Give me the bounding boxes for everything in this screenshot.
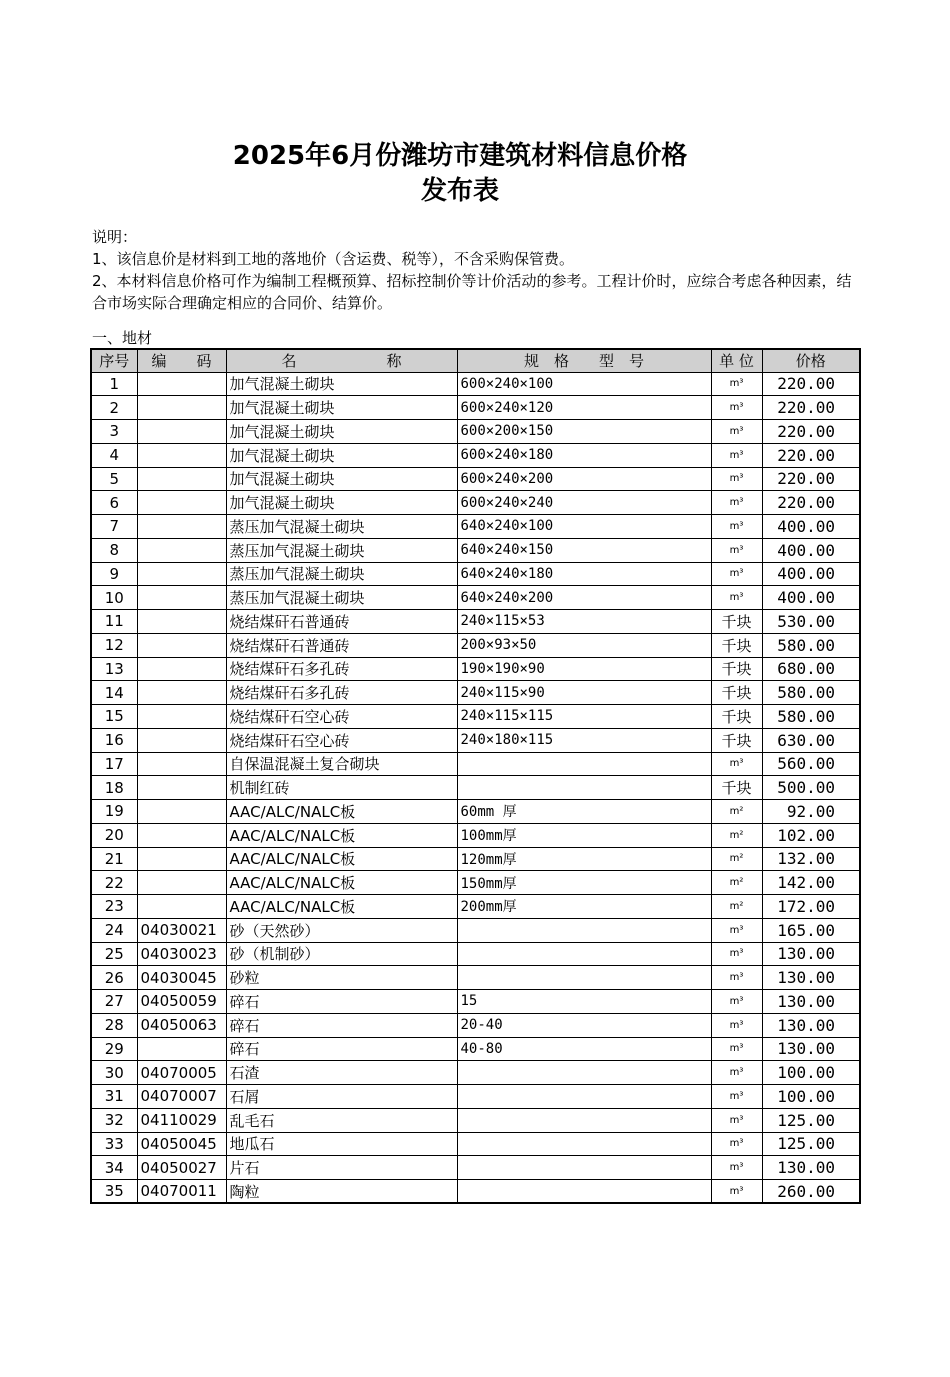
- material-code: 04050045: [137, 1132, 226, 1156]
- material-unit: m²: [711, 800, 762, 824]
- material-name: 加气混凝土砌块: [226, 443, 457, 467]
- material-name: 自保温混凝土复合砌块: [226, 752, 457, 776]
- material-code: 04050063: [137, 1013, 226, 1037]
- material-price: 400.00: [762, 515, 860, 539]
- material-name: AAC/ALC/NALC板: [226, 800, 457, 824]
- material-code: 04070005: [137, 1061, 226, 1085]
- table-row: [91, 681, 860, 705]
- material-code: [137, 420, 226, 444]
- material-unit: m³: [711, 942, 762, 966]
- table-row: [91, 586, 860, 610]
- material-spec: 600×240×240: [457, 491, 711, 515]
- material-spec: [457, 1061, 711, 1085]
- table-row: [91, 800, 860, 824]
- material-price: 132.00: [762, 847, 860, 871]
- table-header-row: [91, 349, 860, 372]
- material-name: 蒸压加气混凝土砌块: [226, 586, 457, 610]
- material-spec: 240×115×53: [457, 610, 711, 634]
- row-number: 27: [91, 990, 137, 1014]
- row-number: 16: [91, 728, 137, 752]
- material-spec: 100mm厚: [457, 823, 711, 847]
- material-price: 220.00: [762, 420, 860, 444]
- table-row: [91, 776, 860, 800]
- material-name: AAC/ALC/NALC板: [226, 895, 457, 919]
- material-spec: 600×240×100: [457, 372, 711, 396]
- material-name: 烧结煤矸石多孔砖: [226, 657, 457, 681]
- material-price: 100.00: [762, 1061, 860, 1085]
- material-unit: m³: [711, 515, 762, 539]
- material-code: [137, 847, 226, 871]
- table-row: [91, 918, 860, 942]
- material-price: 100.00: [762, 1085, 860, 1109]
- material-spec: 240×115×90: [457, 681, 711, 705]
- material-spec: 40-80: [457, 1037, 711, 1061]
- table-row: [91, 610, 860, 634]
- material-name: 烧结煤矸石空心砖: [226, 728, 457, 752]
- material-code: [137, 752, 226, 776]
- material-code: [137, 800, 226, 824]
- header-name: 名 称: [226, 349, 457, 372]
- material-name: 碎石: [226, 1037, 457, 1061]
- price-table: [90, 348, 861, 1204]
- material-unit: m³: [711, 538, 762, 562]
- material-price: 500.00: [762, 776, 860, 800]
- table-row: [91, 657, 860, 681]
- material-code: 04070011: [137, 1180, 226, 1204]
- material-unit: m³: [711, 372, 762, 396]
- material-unit: m³: [711, 467, 762, 491]
- row-number: 18: [91, 776, 137, 800]
- table-row: [91, 1180, 860, 1204]
- material-price: 220.00: [762, 396, 860, 420]
- material-price: 102.00: [762, 823, 860, 847]
- material-price: 92.00: [762, 800, 860, 824]
- material-spec: 640×240×200: [457, 586, 711, 610]
- material-unit: m³: [711, 1108, 762, 1132]
- material-name: 烧结煤矸石普通砖: [226, 633, 457, 657]
- table-row: [91, 467, 860, 491]
- material-price: 530.00: [762, 610, 860, 634]
- material-unit: 千块: [711, 657, 762, 681]
- material-unit: 千块: [711, 776, 762, 800]
- material-price: 680.00: [762, 657, 860, 681]
- row-number: 4: [91, 443, 137, 467]
- material-price: 165.00: [762, 918, 860, 942]
- table-row: [91, 538, 860, 562]
- row-number: 13: [91, 657, 137, 681]
- row-number: 15: [91, 705, 137, 729]
- row-number: 31: [91, 1085, 137, 1109]
- table-row: [91, 1037, 860, 1061]
- material-price: 125.00: [762, 1132, 860, 1156]
- row-number: 3: [91, 420, 137, 444]
- table-row: [91, 752, 860, 776]
- material-unit: 千块: [711, 728, 762, 752]
- material-price: 130.00: [762, 1037, 860, 1061]
- material-unit: m³: [711, 396, 762, 420]
- material-unit: m³: [711, 1180, 762, 1204]
- row-number: 23: [91, 895, 137, 919]
- material-spec: 190×190×90: [457, 657, 711, 681]
- material-name: 机制红砖: [226, 776, 457, 800]
- table-row: [91, 966, 860, 990]
- row-number: 34: [91, 1156, 137, 1180]
- material-unit: m²: [711, 895, 762, 919]
- table-row: [91, 895, 860, 919]
- page-subtitle: 发布表: [420, 176, 499, 206]
- table-row: [91, 562, 860, 586]
- page-title: 2025年6月份潍坊市建筑材料信息价格: [232, 141, 688, 171]
- material-name: 加气混凝土砌块: [226, 372, 457, 396]
- material-spec: [457, 918, 711, 942]
- material-unit: m²: [711, 847, 762, 871]
- table-row: [91, 990, 860, 1014]
- material-code: [137, 610, 226, 634]
- material-spec: [457, 966, 711, 990]
- material-spec: [457, 1180, 711, 1204]
- material-code: 04050059: [137, 990, 226, 1014]
- header-spec: 规 格 型 号: [457, 349, 711, 372]
- row-number: 29: [91, 1037, 137, 1061]
- row-number: 14: [91, 681, 137, 705]
- material-unit: m³: [711, 420, 762, 444]
- material-spec: 640×240×100: [457, 515, 711, 539]
- row-number: 10: [91, 586, 137, 610]
- notes-block: [92, 226, 852, 314]
- material-name: AAC/ALC/NALC板: [226, 847, 457, 871]
- material-spec: [457, 752, 711, 776]
- notes-heading: 说明：: [92, 228, 138, 246]
- material-spec: [457, 776, 711, 800]
- material-price: 172.00: [762, 895, 860, 919]
- material-unit: m²: [711, 823, 762, 847]
- material-spec: 120mm厚: [457, 847, 711, 871]
- table-row: [91, 871, 860, 895]
- material-name: 砂粒: [226, 966, 457, 990]
- row-number: 5: [91, 467, 137, 491]
- row-number: 8: [91, 538, 137, 562]
- table-row: [91, 515, 860, 539]
- header-price: 价格: [762, 349, 860, 372]
- material-unit: m²: [711, 871, 762, 895]
- material-price: 220.00: [762, 443, 860, 467]
- material-spec: 640×240×150: [457, 538, 711, 562]
- material-spec: 150mm厚: [457, 871, 711, 895]
- material-spec: 600×240×180: [457, 443, 711, 467]
- row-number: 22: [91, 871, 137, 895]
- material-code: [137, 491, 226, 515]
- table-row: [91, 705, 860, 729]
- material-code: [137, 657, 226, 681]
- row-number: 17: [91, 752, 137, 776]
- material-spec: 600×240×200: [457, 467, 711, 491]
- material-spec: 600×200×150: [457, 420, 711, 444]
- row-number: 20: [91, 823, 137, 847]
- material-code: [137, 586, 226, 610]
- row-number: 25: [91, 942, 137, 966]
- table-row: [91, 942, 860, 966]
- material-name: 烧结煤矸石普通砖: [226, 610, 457, 634]
- row-number: 35: [91, 1180, 137, 1204]
- material-name: 烧结煤矸石多孔砖: [226, 681, 457, 705]
- material-code: [137, 633, 226, 657]
- material-price: 130.00: [762, 990, 860, 1014]
- row-number: 1: [91, 372, 137, 396]
- material-code: 04030045: [137, 966, 226, 990]
- material-price: 130.00: [762, 1013, 860, 1037]
- material-name: 石渣: [226, 1061, 457, 1085]
- material-code: 04070007: [137, 1085, 226, 1109]
- material-code: [137, 728, 226, 752]
- table-row: [91, 728, 860, 752]
- material-code: [137, 895, 226, 919]
- notes-item-1: 1、该信息价是材料到工地的落地价（含运费、税等），不含采购保管费。: [92, 250, 575, 268]
- material-spec: [457, 1108, 711, 1132]
- material-unit: m³: [711, 491, 762, 515]
- material-name: 加气混凝土砌块: [226, 467, 457, 491]
- material-name: 片石: [226, 1156, 457, 1180]
- material-spec: 60mm 厚: [457, 800, 711, 824]
- material-code: [137, 823, 226, 847]
- notes-item-2: 2、本材料信息价格可作为编制工程概预算、招标控制价等计价活动的参考。工程计价时，应综合考虑各种因素，结合市场实际合理确定相应的合同价、结算价。: [92, 272, 852, 312]
- material-price: 580.00: [762, 633, 860, 657]
- material-name: 陶粒: [226, 1180, 457, 1204]
- material-spec: [457, 1085, 711, 1109]
- material-unit: m³: [711, 562, 762, 586]
- material-name: 石屑: [226, 1085, 457, 1109]
- row-number: 26: [91, 966, 137, 990]
- material-code: 04050027: [137, 1156, 226, 1180]
- material-code: [137, 1037, 226, 1061]
- material-code: 04110029: [137, 1108, 226, 1132]
- material-code: [137, 705, 226, 729]
- row-number: 33: [91, 1132, 137, 1156]
- header-unit: 单 位: [711, 349, 762, 372]
- material-price: 580.00: [762, 705, 860, 729]
- material-price: 400.00: [762, 586, 860, 610]
- material-code: [137, 562, 226, 586]
- header-code: 编 码: [137, 349, 226, 372]
- material-price: 400.00: [762, 562, 860, 586]
- material-code: [137, 776, 226, 800]
- material-name: 加气混凝土砌块: [226, 420, 457, 444]
- material-code: [137, 443, 226, 467]
- row-number: 30: [91, 1061, 137, 1085]
- material-name: 乱毛石: [226, 1108, 457, 1132]
- material-code: [137, 515, 226, 539]
- material-name: AAC/ALC/NALC板: [226, 871, 457, 895]
- table-row: [91, 372, 860, 396]
- material-name: 碎石: [226, 1013, 457, 1037]
- table-row: [91, 1061, 860, 1085]
- material-spec: 640×240×180: [457, 562, 711, 586]
- row-number: 21: [91, 847, 137, 871]
- header-no: 序号: [91, 349, 137, 372]
- material-name: 蒸压加气混凝土砌块: [226, 538, 457, 562]
- table-row: [91, 633, 860, 657]
- material-spec: 240×115×115: [457, 705, 711, 729]
- material-code: [137, 871, 226, 895]
- material-name: 烧结煤矸石空心砖: [226, 705, 457, 729]
- material-price: 220.00: [762, 372, 860, 396]
- table-row: [91, 1085, 860, 1109]
- material-spec: 240×180×115: [457, 728, 711, 752]
- row-number: 6: [91, 491, 137, 515]
- section-title: 一、地材: [92, 329, 153, 347]
- material-code: [137, 681, 226, 705]
- table-row: [91, 1108, 860, 1132]
- material-spec: [457, 1156, 711, 1180]
- row-number: 11: [91, 610, 137, 634]
- table-row: [91, 847, 860, 871]
- material-unit: m³: [711, 1013, 762, 1037]
- material-name: 地瓜石: [226, 1132, 457, 1156]
- material-code: [137, 396, 226, 420]
- material-unit: 千块: [711, 610, 762, 634]
- material-name: 蒸压加气混凝土砌块: [226, 562, 457, 586]
- material-unit: m³: [711, 1132, 762, 1156]
- material-unit: m³: [711, 990, 762, 1014]
- material-unit: m³: [711, 752, 762, 776]
- material-unit: m³: [711, 966, 762, 990]
- material-price: 560.00: [762, 752, 860, 776]
- material-spec: 200mm厚: [457, 895, 711, 919]
- row-number: 9: [91, 562, 137, 586]
- material-unit: m³: [711, 1085, 762, 1109]
- material-unit: m³: [711, 1156, 762, 1180]
- material-price: 125.00: [762, 1108, 860, 1132]
- material-spec: 600×240×120: [457, 396, 711, 420]
- material-unit: 千块: [711, 681, 762, 705]
- row-number: 24: [91, 918, 137, 942]
- row-number: 7: [91, 515, 137, 539]
- material-unit: m³: [711, 586, 762, 610]
- material-spec: [457, 942, 711, 966]
- material-name: 加气混凝土砌块: [226, 491, 457, 515]
- material-name: 砂（天然砂）: [226, 918, 457, 942]
- material-spec: 200×93×50: [457, 633, 711, 657]
- material-code: [137, 372, 226, 396]
- row-number: 2: [91, 396, 137, 420]
- material-price: 260.00: [762, 1180, 860, 1204]
- row-number: 28: [91, 1013, 137, 1037]
- material-price: 130.00: [762, 1156, 860, 1180]
- material-code: [137, 467, 226, 491]
- table-row: [91, 396, 860, 420]
- material-name: 砂（机制砂）: [226, 942, 457, 966]
- material-price: 220.00: [762, 491, 860, 515]
- material-price: 142.00: [762, 871, 860, 895]
- material-unit: m³: [711, 1037, 762, 1061]
- table-row: [91, 443, 860, 467]
- material-name: 碎石: [226, 990, 457, 1014]
- material-price: 630.00: [762, 728, 860, 752]
- material-spec: [457, 1132, 711, 1156]
- material-code: 04030021: [137, 918, 226, 942]
- material-price: 580.00: [762, 681, 860, 705]
- row-number: 32: [91, 1108, 137, 1132]
- row-number: 19: [91, 800, 137, 824]
- table-row: [91, 1132, 860, 1156]
- material-spec: 20-40: [457, 1013, 711, 1037]
- table-row: [91, 823, 860, 847]
- material-unit: m³: [711, 1061, 762, 1085]
- material-price: 130.00: [762, 966, 860, 990]
- row-number: 12: [91, 633, 137, 657]
- material-price: 400.00: [762, 538, 860, 562]
- material-code: 04030023: [137, 942, 226, 966]
- material-price: 220.00: [762, 467, 860, 491]
- table-row: [91, 420, 860, 444]
- material-unit: 千块: [711, 633, 762, 657]
- material-name: AAC/ALC/NALC板: [226, 823, 457, 847]
- material-code: [137, 538, 226, 562]
- material-unit: 千块: [711, 705, 762, 729]
- material-unit: m³: [711, 443, 762, 467]
- table-row: [91, 1156, 860, 1180]
- material-price: 130.00: [762, 942, 860, 966]
- table-row: [91, 491, 860, 515]
- material-name: 蒸压加气混凝土砌块: [226, 515, 457, 539]
- table-row: [91, 1013, 860, 1037]
- material-name: 加气混凝土砌块: [226, 396, 457, 420]
- material-unit: m³: [711, 918, 762, 942]
- material-spec: 15: [457, 990, 711, 1014]
